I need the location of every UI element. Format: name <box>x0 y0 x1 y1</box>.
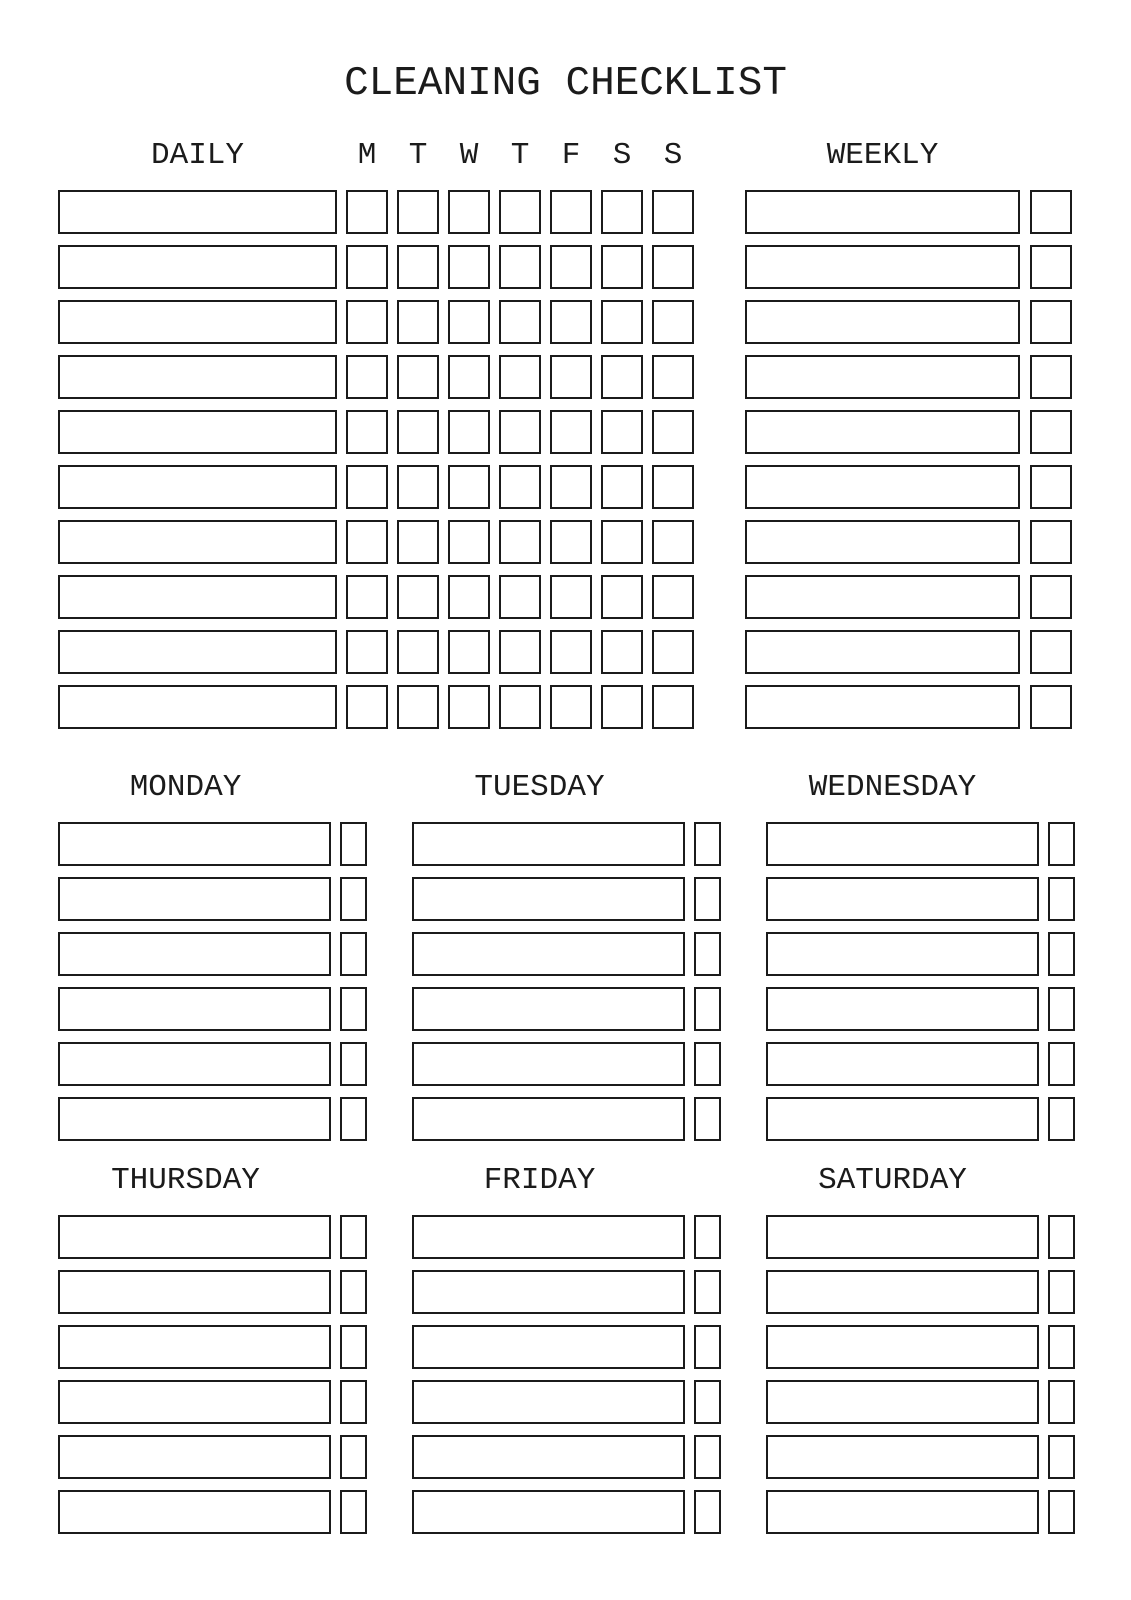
task-row <box>412 1435 721 1479</box>
day-header-friday: F <box>561 138 581 173</box>
day-header-thursday: T <box>510 138 530 173</box>
task-checkbox[interactable] <box>694 1270 721 1314</box>
daily-checkbox-saturday[interactable] <box>601 355 643 399</box>
daily-checkbox-thursday[interactable] <box>499 410 541 454</box>
task-checkbox[interactable] <box>1048 877 1075 921</box>
weekly-checkbox[interactable] <box>1030 575 1072 619</box>
daily-checkbox-tuesday[interactable] <box>397 575 439 619</box>
daily-weekly-row <box>58 630 1072 674</box>
daily-checkbox-monday[interactable] <box>346 300 388 344</box>
task-checkbox[interactable] <box>1048 1042 1075 1086</box>
daily-task-input[interactable] <box>58 245 337 289</box>
task-checkbox[interactable] <box>694 1435 721 1479</box>
daily-checkbox-saturday[interactable] <box>601 520 643 564</box>
daily-checkbox-sunday[interactable] <box>652 685 694 729</box>
task-checkbox[interactable] <box>340 822 367 866</box>
daily-task-input[interactable] <box>58 190 337 234</box>
day-header-saturday: S <box>612 138 632 173</box>
task-row <box>766 1490 1075 1534</box>
task-checkbox[interactable] <box>694 822 721 866</box>
weekly-task-input[interactable] <box>745 410 1020 454</box>
task-input[interactable] <box>412 932 685 976</box>
task-input[interactable] <box>58 822 331 866</box>
task-input[interactable] <box>412 1270 685 1314</box>
wednesday-label: WEDNESDAY <box>808 770 977 805</box>
task-checkbox[interactable] <box>340 987 367 1031</box>
daily-weekly-rows <box>58 190 1072 729</box>
task-row <box>766 1042 1075 1086</box>
weekly-checkbox[interactable] <box>1030 465 1072 509</box>
daily-checkbox-wednesday[interactable] <box>448 630 490 674</box>
task-row <box>412 1490 721 1534</box>
weekly-task-input[interactable] <box>745 685 1020 729</box>
task-checkbox[interactable] <box>694 1097 721 1141</box>
top-header-row <box>58 140 1072 172</box>
task-input[interactable] <box>766 877 1039 921</box>
daily-checkbox-saturday[interactable] <box>601 300 643 344</box>
daily-checkbox-sunday[interactable] <box>652 355 694 399</box>
task-input[interactable] <box>58 1435 331 1479</box>
daily-checkbox-sunday[interactable] <box>652 520 694 564</box>
daily-checkbox-friday[interactable] <box>550 630 592 674</box>
daily-checkbox-saturday[interactable] <box>601 245 643 289</box>
weekly-task-input[interactable] <box>745 465 1020 509</box>
task-checkbox[interactable] <box>694 877 721 921</box>
daily-checkbox-wednesday[interactable] <box>448 685 490 729</box>
daily-weekly-row <box>58 190 1072 234</box>
daily-checkbox-thursday[interactable] <box>499 300 541 344</box>
task-row <box>412 877 721 921</box>
daily-section-label: DAILY <box>150 138 244 173</box>
task-row <box>412 1042 721 1086</box>
task-input[interactable] <box>766 1097 1039 1141</box>
daily-task-input[interactable] <box>58 520 337 564</box>
day-header-sunday: S <box>663 138 683 173</box>
daily-checkbox-friday[interactable] <box>550 190 592 234</box>
task-input[interactable] <box>412 1490 685 1534</box>
day-grids-row-2 <box>58 1215 1072 1534</box>
wednesday-section <box>766 822 1075 1141</box>
daily-checkbox-friday[interactable] <box>550 575 592 619</box>
task-checkbox[interactable] <box>694 1042 721 1086</box>
daily-checkbox-wednesday[interactable] <box>448 190 490 234</box>
daily-checkbox-thursday[interactable] <box>499 465 541 509</box>
task-checkbox[interactable] <box>694 987 721 1031</box>
task-checkbox[interactable] <box>340 1097 367 1141</box>
daily-checkbox-tuesday[interactable] <box>397 245 439 289</box>
daily-checkbox-wednesday[interactable] <box>448 575 490 619</box>
saturday-label: SATURDAY <box>818 1163 967 1198</box>
task-input[interactable] <box>58 1490 331 1534</box>
task-row <box>412 822 721 866</box>
task-row <box>412 1380 721 1424</box>
daily-checkbox-friday[interactable] <box>550 410 592 454</box>
task-input[interactable] <box>766 1270 1039 1314</box>
weekly-checkbox[interactable] <box>1030 190 1072 234</box>
monday-section <box>58 822 367 1141</box>
daily-checkbox-monday[interactable] <box>346 355 388 399</box>
task-row <box>58 822 367 866</box>
daily-task-input[interactable] <box>58 355 337 399</box>
tuesday-section <box>412 822 721 1141</box>
daily-checkbox-monday[interactable] <box>346 245 388 289</box>
weekly-task-input[interactable] <box>745 190 1020 234</box>
task-checkbox[interactable] <box>340 1042 367 1086</box>
daily-checkbox-sunday[interactable] <box>652 300 694 344</box>
task-row <box>766 1380 1075 1424</box>
task-checkbox[interactable] <box>1048 1270 1075 1314</box>
task-input[interactable] <box>58 987 331 1031</box>
task-row <box>58 1325 367 1369</box>
task-checkbox[interactable] <box>340 932 367 976</box>
task-checkbox[interactable] <box>340 1380 367 1424</box>
daily-weekly-row <box>58 245 1072 289</box>
daily-task-input[interactable] <box>58 630 337 674</box>
daily-checkbox-sunday[interactable] <box>652 575 694 619</box>
task-checkbox[interactable] <box>1048 1097 1075 1141</box>
daily-checkbox-monday[interactable] <box>346 520 388 564</box>
task-checkbox[interactable] <box>694 1215 721 1259</box>
daily-checkbox-saturday[interactable] <box>601 410 643 454</box>
task-row <box>58 1215 367 1259</box>
daily-task-input[interactable] <box>58 575 337 619</box>
weekly-task-input[interactable] <box>745 575 1020 619</box>
daily-checkbox-thursday[interactable] <box>499 685 541 729</box>
daily-checkbox-thursday[interactable] <box>499 190 541 234</box>
task-checkbox[interactable] <box>1048 987 1075 1031</box>
task-row <box>58 1270 367 1314</box>
daily-checkbox-wednesday[interactable] <box>448 300 490 344</box>
daily-weekly-row <box>58 355 1072 399</box>
weekly-checkbox[interactable] <box>1030 685 1072 729</box>
task-row <box>58 1435 367 1479</box>
weekly-task-input[interactable] <box>745 300 1020 344</box>
daily-checkbox-monday[interactable] <box>346 685 388 729</box>
task-checkbox[interactable] <box>340 1325 367 1369</box>
tuesday-label: TUESDAY <box>474 770 605 805</box>
thursday-label: THURSDAY <box>111 1163 260 1198</box>
day-labels-row-1 <box>58 772 1072 804</box>
task-row <box>412 1325 721 1369</box>
task-input[interactable] <box>412 1435 685 1479</box>
daily-checkbox-thursday[interactable] <box>499 355 541 399</box>
task-checkbox[interactable] <box>1048 822 1075 866</box>
task-checkbox[interactable] <box>694 1325 721 1369</box>
daily-checkbox-tuesday[interactable] <box>397 190 439 234</box>
task-row <box>412 1270 721 1314</box>
task-input[interactable] <box>766 987 1039 1031</box>
daily-checkbox-sunday[interactable] <box>652 245 694 289</box>
task-checkbox[interactable] <box>694 1490 721 1534</box>
task-row <box>766 822 1075 866</box>
task-row <box>766 877 1075 921</box>
task-input[interactable] <box>58 1215 331 1259</box>
task-row <box>58 987 367 1031</box>
task-row <box>766 1325 1075 1369</box>
day-header-monday: M <box>357 138 377 173</box>
task-row <box>766 1270 1075 1314</box>
task-row <box>58 1097 367 1141</box>
weekly-task-input[interactable] <box>745 630 1020 674</box>
daily-checkbox-wednesday[interactable] <box>448 520 490 564</box>
daily-checkbox-friday[interactable] <box>550 355 592 399</box>
task-input[interactable] <box>412 1215 685 1259</box>
daily-checkbox-saturday[interactable] <box>601 465 643 509</box>
task-row <box>58 877 367 921</box>
daily-checkbox-monday[interactable] <box>346 630 388 674</box>
daily-checkbox-wednesday[interactable] <box>448 245 490 289</box>
daily-checkbox-friday[interactable] <box>550 520 592 564</box>
daily-checkbox-sunday[interactable] <box>652 465 694 509</box>
weekly-checkbox[interactable] <box>1030 630 1072 674</box>
task-row <box>412 932 721 976</box>
task-row <box>766 1435 1075 1479</box>
daily-weekly-row <box>58 300 1072 344</box>
task-row <box>58 1490 367 1534</box>
task-row <box>766 932 1075 976</box>
task-input[interactable] <box>766 932 1039 976</box>
daily-checkbox-monday[interactable] <box>346 410 388 454</box>
daily-weekly-row <box>58 410 1072 454</box>
daily-checkbox-wednesday[interactable] <box>448 410 490 454</box>
weekly-task-input[interactable] <box>745 245 1020 289</box>
task-checkbox[interactable] <box>1048 1215 1075 1259</box>
daily-checkbox-tuesday[interactable] <box>397 300 439 344</box>
task-input[interactable] <box>58 1042 331 1086</box>
task-row <box>766 987 1075 1031</box>
daily-checkbox-tuesday[interactable] <box>397 355 439 399</box>
weekly-checkbox[interactable] <box>1030 520 1072 564</box>
task-input[interactable] <box>58 877 331 921</box>
daily-checkbox-sunday[interactable] <box>652 630 694 674</box>
daily-checkbox-thursday[interactable] <box>499 630 541 674</box>
task-input[interactable] <box>412 1042 685 1086</box>
daily-task-input[interactable] <box>58 300 337 344</box>
task-input[interactable] <box>766 1325 1039 1369</box>
task-input[interactable] <box>58 932 331 976</box>
monday-label: MONDAY <box>129 770 242 805</box>
task-checkbox[interactable] <box>1048 1380 1075 1424</box>
daily-checkbox-tuesday[interactable] <box>397 685 439 729</box>
daily-checkbox-monday[interactable] <box>346 465 388 509</box>
daily-checkbox-monday[interactable] <box>346 190 388 234</box>
daily-checkbox-saturday[interactable] <box>601 575 643 619</box>
task-checkbox[interactable] <box>1048 932 1075 976</box>
task-input[interactable] <box>58 1325 331 1369</box>
task-input[interactable] <box>766 1490 1039 1534</box>
daily-checkbox-friday[interactable] <box>550 245 592 289</box>
task-input[interactable] <box>58 1097 331 1141</box>
task-input[interactable] <box>58 1380 331 1424</box>
task-input[interactable] <box>766 1435 1039 1479</box>
weekly-section-label: WEEKLY <box>826 138 939 173</box>
daily-checkbox-monday[interactable] <box>346 575 388 619</box>
weekly-checkbox[interactable] <box>1030 245 1072 289</box>
day-grids-row-1 <box>58 822 1072 1141</box>
weekly-task-input[interactable] <box>745 520 1020 564</box>
daily-checkbox-thursday[interactable] <box>499 245 541 289</box>
daily-checkbox-sunday[interactable] <box>652 190 694 234</box>
saturday-section <box>766 1215 1075 1534</box>
task-checkbox[interactable] <box>340 1270 367 1314</box>
daily-checkbox-wednesday[interactable] <box>448 355 490 399</box>
task-input[interactable] <box>766 822 1039 866</box>
friday-section <box>412 1215 721 1534</box>
daily-weekly-row <box>58 685 1072 729</box>
day-header-tuesday: T <box>408 138 428 173</box>
task-input[interactable] <box>412 1097 685 1141</box>
task-row <box>412 1215 721 1259</box>
daily-checkbox-saturday[interactable] <box>601 630 643 674</box>
task-input[interactable] <box>412 1380 685 1424</box>
task-row <box>58 1380 367 1424</box>
weekly-checkbox[interactable] <box>1030 410 1072 454</box>
task-input[interactable] <box>412 987 685 1031</box>
task-row <box>412 1097 721 1141</box>
task-input[interactable] <box>766 1380 1039 1424</box>
task-input[interactable] <box>412 822 685 866</box>
task-checkbox[interactable] <box>340 1215 367 1259</box>
page-title: CLEANING CHECKLIST <box>344 61 787 107</box>
task-row <box>412 987 721 1031</box>
daily-task-input[interactable] <box>58 410 337 454</box>
daily-checkbox-sunday[interactable] <box>652 410 694 454</box>
daily-checkbox-tuesday[interactable] <box>397 410 439 454</box>
task-checkbox[interactable] <box>1048 1435 1075 1479</box>
daily-weekly-row <box>58 575 1072 619</box>
daily-checkbox-tuesday[interactable] <box>397 465 439 509</box>
task-row <box>766 1215 1075 1259</box>
task-row <box>58 932 367 976</box>
task-checkbox[interactable] <box>1048 1325 1075 1369</box>
daily-checkbox-saturday[interactable] <box>601 190 643 234</box>
daily-checkbox-wednesday[interactable] <box>448 465 490 509</box>
daily-checkbox-friday[interactable] <box>550 465 592 509</box>
task-checkbox[interactable] <box>340 1435 367 1479</box>
task-checkbox[interactable] <box>694 932 721 976</box>
day-header-wednesday: W <box>459 138 479 173</box>
daily-task-input[interactable] <box>58 685 337 729</box>
friday-label: FRIDAY <box>483 1163 596 1198</box>
daily-checkbox-friday[interactable] <box>550 300 592 344</box>
task-checkbox[interactable] <box>340 1490 367 1534</box>
task-input[interactable] <box>412 1325 685 1369</box>
task-input[interactable] <box>766 1042 1039 1086</box>
thursday-section <box>58 1215 367 1534</box>
task-checkbox[interactable] <box>340 877 367 921</box>
daily-weekly-row <box>58 520 1072 564</box>
task-checkbox[interactable] <box>1048 1490 1075 1534</box>
task-input[interactable] <box>412 877 685 921</box>
weekly-checkbox[interactable] <box>1030 300 1072 344</box>
daily-checkbox-thursday[interactable] <box>499 520 541 564</box>
daily-task-input[interactable] <box>58 465 337 509</box>
daily-checkbox-friday[interactable] <box>550 685 592 729</box>
day-labels-row-2 <box>58 1165 1072 1197</box>
task-input[interactable] <box>58 1270 331 1314</box>
task-checkbox[interactable] <box>694 1380 721 1424</box>
daily-checkbox-tuesday[interactable] <box>397 520 439 564</box>
daily-weekly-row <box>58 465 1072 509</box>
weekly-checkbox[interactable] <box>1030 355 1072 399</box>
daily-checkbox-tuesday[interactable] <box>397 630 439 674</box>
daily-checkbox-thursday[interactable] <box>499 575 541 619</box>
task-row <box>766 1097 1075 1141</box>
task-row <box>58 1042 367 1086</box>
task-input[interactable] <box>766 1215 1039 1259</box>
daily-checkbox-saturday[interactable] <box>601 685 643 729</box>
weekly-task-input[interactable] <box>745 355 1020 399</box>
